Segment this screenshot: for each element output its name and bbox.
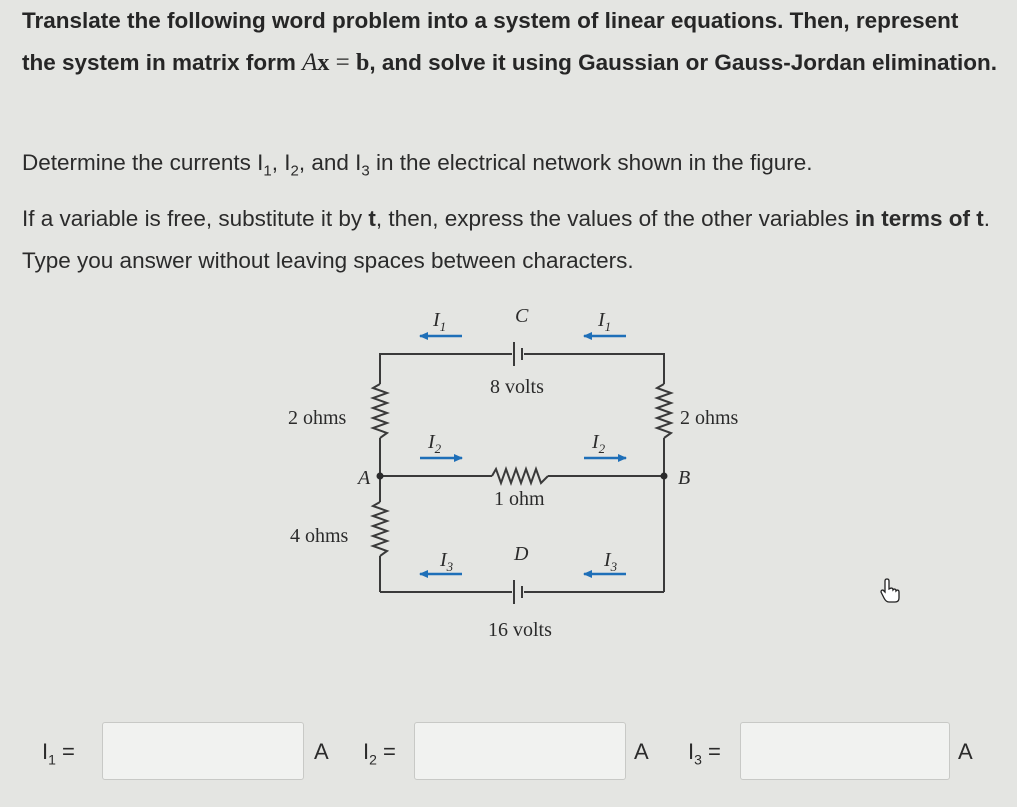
label-2-ohms-right: 2 ohms: [680, 407, 739, 429]
node-B: [661, 473, 668, 480]
i2-unit: A: [634, 739, 649, 764]
i3-input[interactable]: [740, 722, 950, 780]
battery-top: [514, 342, 522, 366]
free-variable-note: If a variable is free, substitute it by t, then, express the values of the other variables in terms of t. Type you answer without leaving spaces between characters.: [22, 206, 990, 273]
vector-x: x: [317, 50, 330, 76]
resistor-right: [657, 384, 671, 438]
hand-pointer-icon: [880, 578, 902, 604]
i3-label: $I_3$ =: [688, 739, 721, 768]
current-arrows: [420, 336, 626, 574]
i3-unit: A: [958, 739, 973, 764]
label-i1-right: $I_1$: [598, 309, 612, 334]
label-8-volts: 8 volts: [490, 376, 544, 398]
label-A: A: [358, 467, 371, 489]
i1-label: $I_1$ =: [42, 739, 75, 768]
problem-instructions: Translate the following word problem into a system of linear equations. Then, represent the system in matrix form Ax = b, and solve it using Gaussian or Gauss-Jordan elimination.: [22, 8, 997, 76]
label-1-ohm: 1 ohm: [494, 488, 545, 510]
label-B: B: [678, 467, 691, 489]
node-A: [377, 473, 384, 480]
matrix-A: A: [302, 49, 318, 76]
resistor-left-top: [373, 384, 387, 438]
resistor-middle: [492, 469, 548, 483]
battery-bottom: [514, 580, 522, 604]
label-i3-right: $I_3$: [604, 549, 618, 574]
label-2-ohms-left: 2 ohms: [288, 407, 347, 429]
label-D: D: [514, 543, 529, 565]
answer-row: [0, 722, 1017, 784]
i2-input[interactable]: [414, 722, 626, 780]
label-i2-right: $I_2$: [592, 431, 606, 456]
label-i3-left: $I_3$: [440, 549, 454, 574]
vector-b: b: [355, 50, 370, 76]
label-i2-left: $I_2$: [428, 431, 442, 456]
circuit-diagram: [270, 292, 770, 652]
label-4-ohms: 4 ohms: [290, 525, 349, 547]
problem-question: Determine the currents $I_1$, $I_2$, and $I_3$ in the electrical network shown in the figure.: [22, 150, 813, 180]
resistor-left-bottom: [373, 502, 387, 556]
label-16-volts: 16 volts: [488, 619, 552, 641]
i1-unit: A: [314, 739, 329, 764]
i1-input[interactable]: [102, 722, 304, 780]
label-i1-left: $I_1$: [433, 309, 447, 334]
label-C: C: [515, 305, 529, 327]
i2-label: $I_2$ =: [363, 739, 396, 768]
